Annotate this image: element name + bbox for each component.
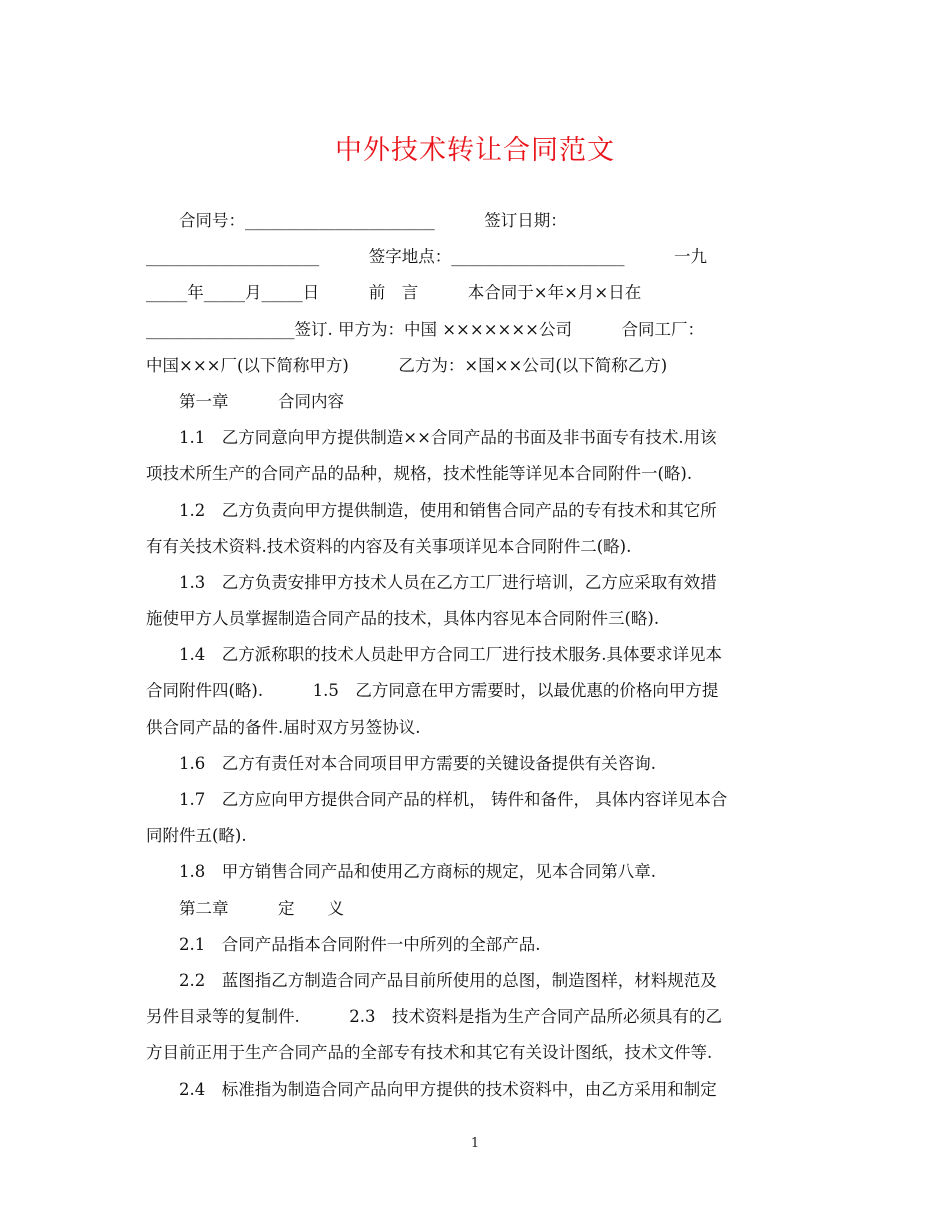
- contract-line: 另件目录等的复制件. 2.3 技术资料是指为生产合同产品所必须具有的乙: [146, 1007, 722, 1027]
- chapter-heading: 第一章 合同内容: [146, 391, 344, 411]
- document-title: 中外技术转让合同范文: [335, 135, 615, 166]
- contract-line: 1.4 乙方派称职的技术人员赴甲方合同工厂进行技术服务.具体要求详见本: [146, 645, 722, 665]
- contract-line: 有有关技术资料.技术资料的内容及有关事项详见本合同附件二(略).: [146, 536, 632, 556]
- contract-line: 项技术所生产的合同产品的品种，规格，技术性能等详见本合同附件一(略).: [146, 464, 693, 484]
- contract-line: 供合同产品的备件.届时双方另签协议.: [146, 717, 421, 737]
- contract-line: 中国×××厂(以下简称甲方) 乙方为：×国××公司(以下简称乙方): [146, 355, 668, 375]
- contract-line: 同附件五(略).: [146, 826, 247, 846]
- contract-line: _____________________ 签字地点：_____________________ 一九: [146, 247, 707, 267]
- contract-line: 合同附件四(略). 1.5 乙方同意在甲方需要时，以最优惠的价格向甲方提: [146, 681, 719, 701]
- contract-line: __________________签订. 甲方为：中国 ×××××××公司 合同工厂：: [146, 319, 705, 339]
- page-number: 1: [470, 1136, 480, 1151]
- contract-line: 1.2 乙方负责向甲方提供制造，使用和销售合同产品的专有技术和其它所: [146, 500, 717, 520]
- contract-line: 1.1 乙方同意向甲方提供制造××合同产品的书面及非书面专有技术.用该: [146, 428, 717, 448]
- contract-line: 1.8 甲方销售合同产品和使用乙方商标的规定，见本合同第八章.: [146, 862, 656, 882]
- contract-line: 施使甲方人员掌握制造合同产品的技术，具体内容见本合同附件三(略).: [146, 609, 660, 629]
- contract-line: 2.1 合同产品指本合同附件一中所列的全部产品.: [146, 934, 541, 954]
- contract-line: 方目前正用于生产合同产品的全部专有技术和其它有关设计图纸，技术文件等.: [146, 1043, 713, 1063]
- contract-line: _____年_____月_____日 前 言 本合同于×年×月×日在: [146, 283, 642, 303]
- contract-body: [146, 203, 806, 1108]
- contract-line: 2.2 蓝图指乙方制造合同产品目前所使用的总图，制造图样，材料规范及: [146, 970, 717, 990]
- contract-line: 1.7 乙方应向甲方提供合同产品的样机， 铸件和备件， 具体内容详见本合: [146, 790, 728, 809]
- chapter-heading: 第二章 定 义: [146, 898, 344, 918]
- contract-line: 2.4 标准指为制造合同产品向甲方提供的技术资料中，由乙方采用和制定: [146, 1079, 717, 1099]
- contract-line: 合同号：_______________________ 签订日期：: [146, 211, 567, 230]
- contract-line: 1.6 乙方有责任对本合同项目甲方需要的关键设备提供有关咨询.: [146, 753, 656, 773]
- contract-line: 1.3 乙方负责安排甲方技术人员在乙方工厂进行培训，乙方应采取有效措: [146, 572, 717, 592]
